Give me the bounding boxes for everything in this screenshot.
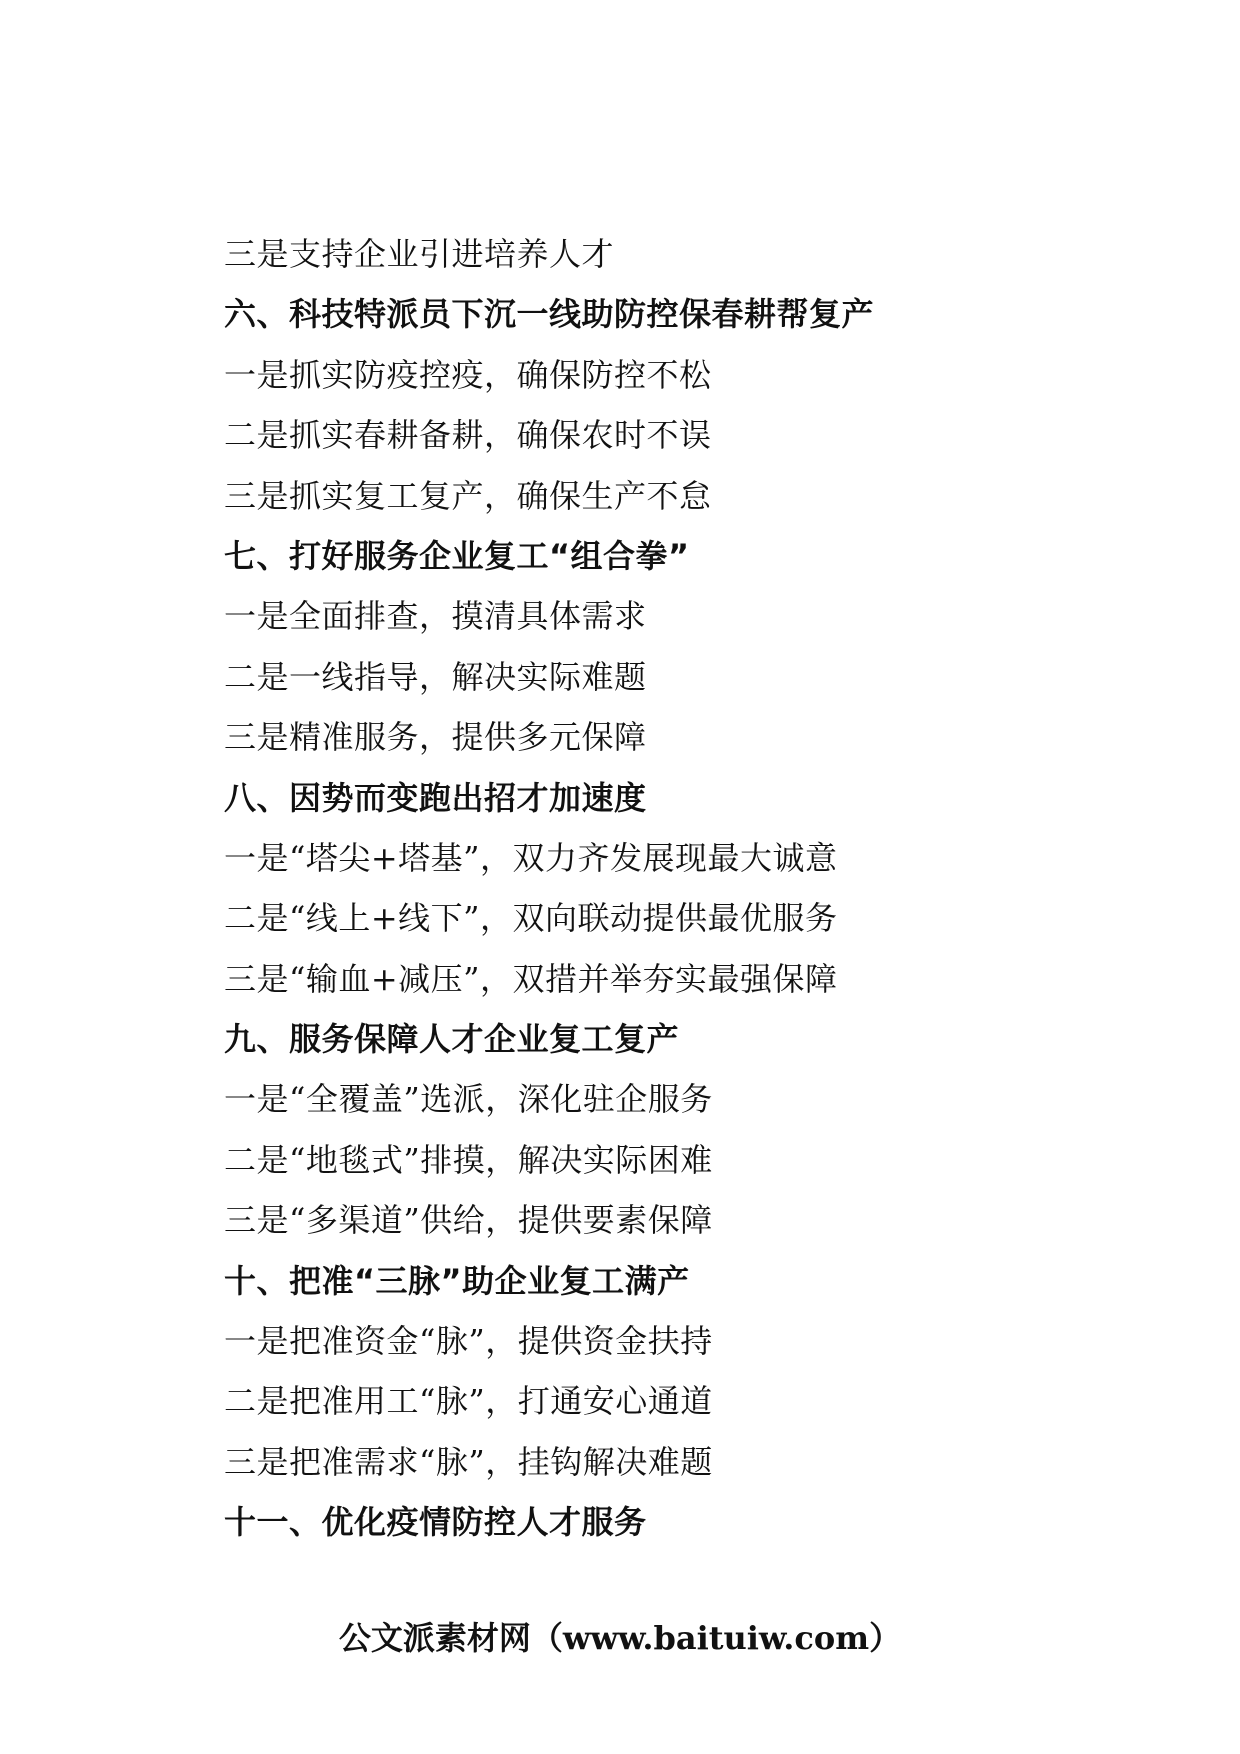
list-item: 三是把准需求“脉”，挂钩解决难题	[224, 1442, 713, 1481]
list-item: 一是“塔尖+塔基”，双力齐发展现最大诚意	[224, 838, 838, 877]
section-heading: 九、服务保障人才企业复工复产	[224, 1020, 680, 1059]
list-item: 一是“全覆盖”选派，深化驻企服务	[224, 1080, 713, 1119]
list-item: 三是“多渠道”供给，提供要素保障	[224, 1201, 713, 1240]
document-body	[224, 224, 1124, 1553]
list-item: 一是抓实防疫控疫，确保防控不松	[224, 355, 712, 394]
list-item: 三是“输血+减压”，双措并举夯实最强保障	[224, 959, 838, 998]
section-heading: 十、把准“三脉”助企业复工满产	[224, 1261, 690, 1300]
footer-source: 公文派素材网（www.baituiw.com）	[338, 1619, 902, 1657]
section-heading: 八、因势而变跑出招才加速度	[224, 778, 647, 817]
list-item: 一是把准资金“脉”，提供资金扶持	[224, 1322, 713, 1361]
section-heading: 七、打好服务企业复工“组合拳”	[224, 536, 690, 575]
list-item: 一是全面排查，摸清具体需求	[224, 597, 647, 636]
list-item: 二是一线指导，解决实际难题	[224, 657, 647, 696]
list-item: 三是抓实复工复产，确保生产不怠	[224, 476, 712, 515]
list-item: 二是抓实春耕备耕，确保农时不误	[224, 416, 712, 455]
section-heading: 十一、优化疫情防控人才服务	[224, 1503, 647, 1542]
list-item: 二是“地毯式”排摸，解决实际困难	[224, 1140, 713, 1179]
list-item: 二是“线上+线下”，双向联动提供最优服务	[224, 899, 838, 938]
list-item: 二是把准用工“脉”，打通安心通道	[224, 1382, 713, 1421]
section-heading: 六、科技特派员下沉一线助防控保春耕帮复产	[224, 295, 875, 334]
list-item: 三是精准服务，提供多元保障	[224, 718, 647, 757]
list-item: 三是支持企业引进培养人才	[224, 235, 615, 273]
